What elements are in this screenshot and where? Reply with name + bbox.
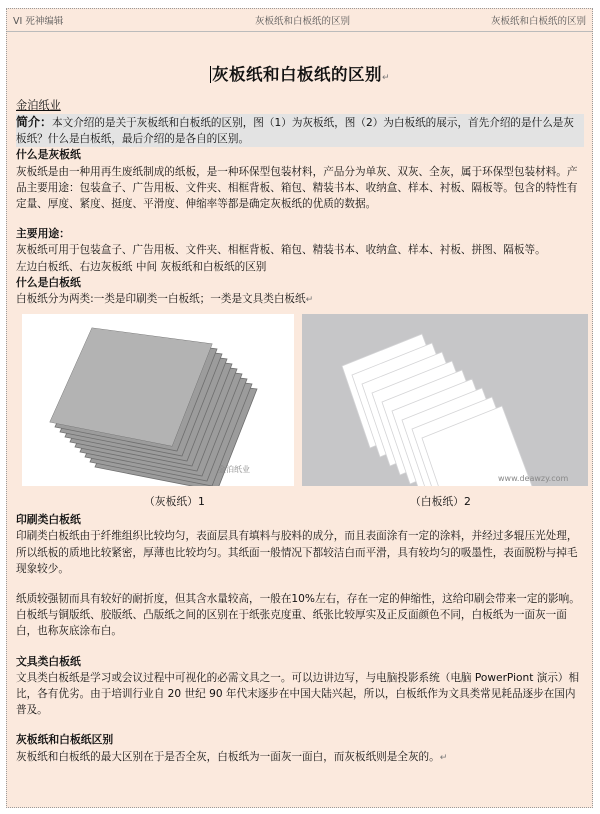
document-body[interactable] — [16, 35, 584, 766]
document-title[interactable]: 灰板纸和白板纸的区别↵ — [211, 65, 391, 84]
print-white-text: 印刷类白板纸由于纤维组织比较均匀，表面层具有填料与胶料的成分，而且表面涂有一定的涂料，并经过多辊压光处理，所以纸板的质地比较紧密，厚薄也比较均匀。其纸面一般情况下都较洁白而平滑，具有较均匀的吸墨性，表面脱粉与掉毛现象较少。 — [16, 530, 578, 575]
header-center-text: 灰板纸和白板纸的区别 — [255, 16, 351, 27]
heading-what-gray: 什么是灰板纸 — [16, 148, 81, 162]
figure-row — [16, 314, 584, 494]
stationery-white-text: 文具类白板纸是学习或会议过程中可视化的必需文具之一。可以边讲边写，与电脑投影系统（电脑 PowerPiont 演示）相比，各有优劣。由于培训行业自 20 世纪 90 年代末逐步在中国大陆兴起，所以，白板纸作为文具类常见耗品逐步在国内普及。 — [16, 671, 580, 717]
document-page — [6, 8, 593, 808]
heading-difference: 灰板纸和白板纸区别 — [16, 733, 114, 747]
heading-stationery-white: 文具类白板纸 — [16, 654, 81, 668]
heading-main-use: 主要用途： — [16, 227, 70, 241]
paragraph-mark: ↵ — [381, 73, 391, 83]
header-divider — [7, 31, 592, 32]
heading-what-white: 什么是白板纸 — [16, 275, 81, 289]
print-white-text-2: 纸质较强韧而具有较好的耐折度，但其含水量较高，一般在10%左右，存在一定的伸缩性，这给印刷会带来一定的影响。白板纸与铜版纸、胶版纸、凸版纸之间的区别在于纸张克度重、纸张比较厚实及正反面颜色不同，白板纸为一面灰一面白，也称灰底涂布白。 — [16, 593, 580, 638]
fig2-watermark: www.deawzy.com — [498, 474, 569, 484]
fig1-watermark: 金泊纸业 — [218, 465, 250, 475]
text-cursor — [210, 66, 211, 83]
header-right-text: 灰板纸和白板纸的区别 — [490, 16, 586, 27]
white-board-photo — [302, 314, 588, 486]
caption-white-board: （白板纸）2 — [410, 495, 471, 509]
gray-board-stack-image — [22, 314, 294, 486]
white-board-fan-image — [302, 314, 588, 486]
intro-label: 简介： — [16, 115, 53, 129]
what-white-text: 白板纸分为两类:一类是印刷类一白板纸；一类是文具类白板纸↵ — [16, 293, 314, 306]
main-use-text: 灰板纸可用于包装盒子、广告用板、文件夹、相框背板、箱包、精装书本、收纳盒、样本、衬板、拼图、隔板等。 — [16, 244, 546, 257]
figure-captions — [16, 494, 584, 512]
difference-text: 灰板纸和白板纸的最大区别在于是否全灰，白板纸为一面灰一面白，而灰板纸则是全灰的。↵ — [16, 750, 448, 763]
company-name: 金泊纸业 — [16, 99, 61, 112]
gray-board-photo — [22, 314, 294, 486]
intro-text: 本文介绍的是关于灰板纸和白板纸的区别，图（1）为灰板纸，图（2）为白板纸的展示，首先介绍的是什么是灰板纸？什么是白板纸，最后介绍的是各自的区别。 — [16, 117, 574, 146]
caption-gray-board: （灰板纸）1 — [144, 495, 205, 509]
heading-print-white: 印刷类白板纸 — [16, 513, 81, 527]
page-header — [7, 13, 592, 29]
header-left-text: VI 死神编辑 — [13, 16, 64, 27]
main-use-caption-line: 左边白板纸、右边灰板纸 中间 灰板纸和白板纸的区别 — [16, 260, 267, 273]
intro-paragraph — [16, 114, 584, 147]
what-gray-text: 灰板纸是由一种用再生废纸制成的纸板，是一种环保型包装材料，产品分为单灰、双灰、全灰，属于环保型包装材料。产品主要用途：包装盒子、广告用板、文件夹、相框背板、箱包、精装书本、收纳盒、样本、衬板、隔板等。包含的特性有定量、厚度、紧度、挺度、平滑度、伸缩率等都是确定灰板纸的优质的数据。 — [16, 165, 578, 211]
